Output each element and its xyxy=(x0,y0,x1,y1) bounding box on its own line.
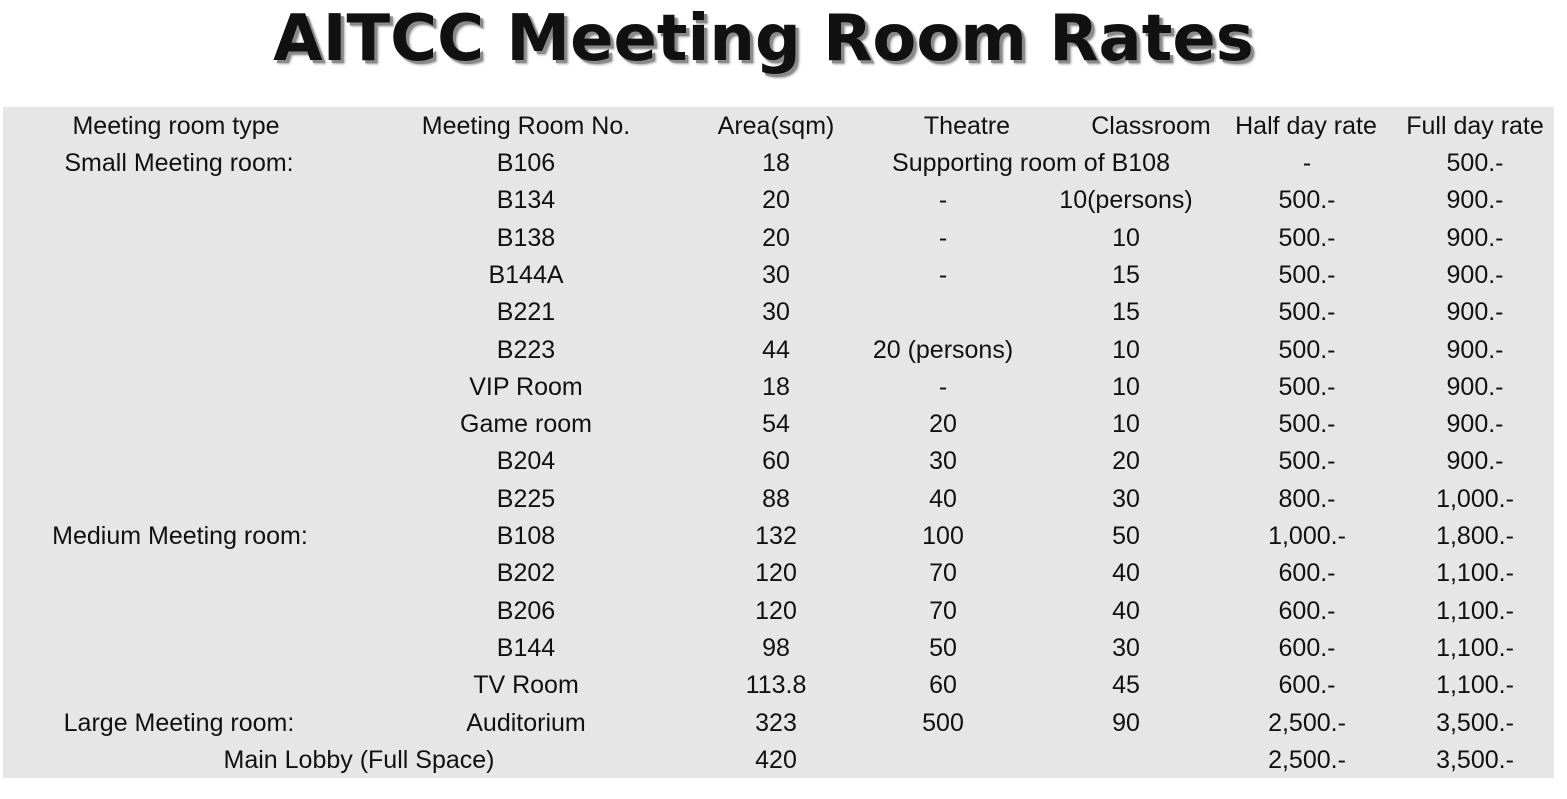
table-row xyxy=(3,332,1554,369)
header-meeting-room-type: Meeting room type xyxy=(72,112,280,140)
header-area: Area(sqm) xyxy=(717,112,835,140)
theatre-cell: - xyxy=(938,260,948,289)
page-title: AITCC Meeting Room Rates xyxy=(273,2,1254,76)
table-row xyxy=(3,593,1554,630)
table-row xyxy=(3,742,1554,779)
full-day-rate-cell: 900.- xyxy=(1446,372,1504,401)
classroom-cell: 50 xyxy=(1112,522,1140,550)
classroom-cell: 15 xyxy=(1112,260,1140,289)
area-cell: 420 xyxy=(755,745,797,774)
room-name-cell: Main Lobby (Full Space) xyxy=(223,745,495,774)
theatre-cell: 20 xyxy=(929,410,957,439)
area-cell: 44 xyxy=(762,335,790,364)
half-day-rate-cell: 500.- xyxy=(1278,298,1336,327)
half-day-rate-cell: 500.- xyxy=(1278,186,1336,215)
table-row xyxy=(3,443,1554,480)
room-number-cell: B225 xyxy=(496,484,556,513)
classroom-cell: 30 xyxy=(1112,484,1140,513)
capacity-note-cell: Supporting room of B108 xyxy=(892,149,1170,177)
table-row xyxy=(3,294,1554,331)
room-number-cell: B144 xyxy=(496,633,556,662)
header-half-day-rate: Half day rate xyxy=(1235,112,1377,140)
header-classroom: Classroom xyxy=(1091,112,1211,140)
half-day-rate-cell: 600.- xyxy=(1278,633,1336,662)
room-number-cell: B106 xyxy=(496,149,556,177)
table-row xyxy=(3,220,1554,257)
theatre-cell: 20 (persons) xyxy=(872,335,1014,364)
half-day-rate-cell: 2,500.- xyxy=(1268,745,1346,774)
classroom-cell: 20 xyxy=(1112,447,1140,476)
room-type-cell: Medium Meeting room: xyxy=(52,522,308,550)
table-row xyxy=(3,145,1554,182)
theatre-cell: 500 xyxy=(922,708,964,737)
room-number-cell: B202 xyxy=(496,559,556,588)
table-row xyxy=(3,481,1554,518)
header-full-day-rate: Full day rate xyxy=(1406,112,1544,140)
half-day-rate-cell: 800.- xyxy=(1278,484,1336,513)
full-day-rate-cell: 900.- xyxy=(1446,186,1504,215)
room-number-cell: B134 xyxy=(496,186,556,215)
table-row xyxy=(3,182,1554,219)
classroom-cell: 40 xyxy=(1112,559,1140,588)
header-theatre: Theatre xyxy=(923,112,1011,140)
full-day-rate-cell: 1,000.- xyxy=(1436,484,1514,513)
theatre-cell: 50 xyxy=(929,633,957,662)
classroom-cell: 90 xyxy=(1112,708,1140,737)
half-day-rate-cell: 600.- xyxy=(1278,671,1336,700)
full-day-rate-cell: 1,800.- xyxy=(1436,522,1514,550)
room-number-cell: Auditorium xyxy=(466,708,586,737)
area-cell: 20 xyxy=(762,186,790,215)
half-day-rate-cell: 500.- xyxy=(1278,447,1336,476)
full-day-rate-cell: 900.- xyxy=(1446,298,1504,327)
area-cell: 30 xyxy=(762,298,790,327)
full-day-rate-cell: 3,500.- xyxy=(1436,745,1514,774)
room-number-cell: B138 xyxy=(496,223,556,252)
theatre-cell: 30 xyxy=(929,447,957,476)
room-number-cell: TV Room xyxy=(473,671,579,700)
half-day-rate-cell: 500.- xyxy=(1278,372,1336,401)
area-cell: 60 xyxy=(762,447,790,476)
full-day-rate-cell: 900.- xyxy=(1446,447,1504,476)
area-cell: 323 xyxy=(755,708,797,737)
full-day-rate-cell: 1,100.- xyxy=(1436,596,1514,625)
table-row xyxy=(3,555,1554,592)
area-cell: 30 xyxy=(762,260,790,289)
room-number-cell: Game room xyxy=(460,410,592,439)
area-cell: 18 xyxy=(762,372,790,401)
table-row xyxy=(3,369,1554,406)
full-day-rate-cell: 1,100.- xyxy=(1436,671,1514,700)
classroom-cell: 45 xyxy=(1112,671,1140,700)
table-row xyxy=(3,705,1554,742)
area-cell: 18 xyxy=(762,149,790,177)
half-day-rate-cell: 500.- xyxy=(1278,335,1336,364)
theatre-cell: - xyxy=(938,372,948,401)
full-day-rate-cell: 900.- xyxy=(1446,410,1504,439)
theatre-cell: - xyxy=(938,186,948,215)
area-cell: 132 xyxy=(755,522,797,550)
table-row xyxy=(3,257,1554,294)
room-number-cell: B223 xyxy=(496,335,556,364)
full-day-rate-cell: 900.- xyxy=(1446,335,1504,364)
room-number-cell: B144A xyxy=(488,260,564,289)
room-type-cell: Small Meeting room: xyxy=(64,149,294,177)
theatre-cell: 70 xyxy=(929,559,957,588)
classroom-cell: 10(persons) xyxy=(1059,186,1193,215)
rates-table xyxy=(3,107,1554,778)
half-day-rate-cell: 500.- xyxy=(1278,410,1336,439)
full-day-rate-cell: 3,500.- xyxy=(1436,708,1514,737)
classroom-cell: 10 xyxy=(1112,335,1140,364)
area-cell: 54 xyxy=(762,410,790,439)
table-row xyxy=(3,406,1554,443)
theatre-cell: 60 xyxy=(929,671,957,700)
classroom-cell: 10 xyxy=(1112,410,1140,439)
theatre-cell: 70 xyxy=(929,596,957,625)
full-day-rate-cell: 1,100.- xyxy=(1436,633,1514,662)
full-day-rate-cell: 500.- xyxy=(1446,149,1504,177)
full-day-rate-cell: 900.- xyxy=(1446,260,1504,289)
half-day-rate-cell: 500.- xyxy=(1278,223,1336,252)
classroom-cell: 15 xyxy=(1112,298,1140,327)
table-header-row xyxy=(3,108,1554,145)
header-meeting-room-no: Meeting Room No. xyxy=(421,112,631,140)
half-day-rate-cell: 1,000.- xyxy=(1268,522,1346,550)
area-cell: 98 xyxy=(762,633,790,662)
full-day-rate-cell: 1,100.- xyxy=(1436,559,1514,588)
classroom-cell: 10 xyxy=(1112,372,1140,401)
half-day-rate-cell: - xyxy=(1302,149,1312,177)
classroom-cell: 10 xyxy=(1112,223,1140,252)
area-cell: 113.8 xyxy=(745,671,807,700)
area-cell: 120 xyxy=(755,559,797,588)
classroom-cell: 40 xyxy=(1112,596,1140,625)
theatre-cell: - xyxy=(938,223,948,252)
classroom-cell: 30 xyxy=(1112,633,1140,662)
full-day-rate-cell: 900.- xyxy=(1446,223,1504,252)
table-row xyxy=(3,630,1554,667)
half-day-rate-cell: 500.- xyxy=(1278,260,1336,289)
theatre-cell: 100 xyxy=(922,522,964,550)
half-day-rate-cell: 600.- xyxy=(1278,559,1336,588)
room-number-cell: B221 xyxy=(496,298,556,327)
table-row xyxy=(3,518,1554,555)
room-number-cell: VIP Room xyxy=(469,372,583,401)
half-day-rate-cell: 2,500.- xyxy=(1268,708,1346,737)
table-row xyxy=(3,667,1554,704)
theatre-cell: 40 xyxy=(929,484,957,513)
area-cell: 20 xyxy=(762,223,790,252)
half-day-rate-cell: 600.- xyxy=(1278,596,1336,625)
room-number-cell: B108 xyxy=(496,522,556,550)
area-cell: 120 xyxy=(755,596,797,625)
room-number-cell: B204 xyxy=(496,447,556,476)
room-number-cell: B206 xyxy=(496,596,556,625)
room-type-cell: Large Meeting room: xyxy=(63,708,295,737)
area-cell: 88 xyxy=(762,484,790,513)
